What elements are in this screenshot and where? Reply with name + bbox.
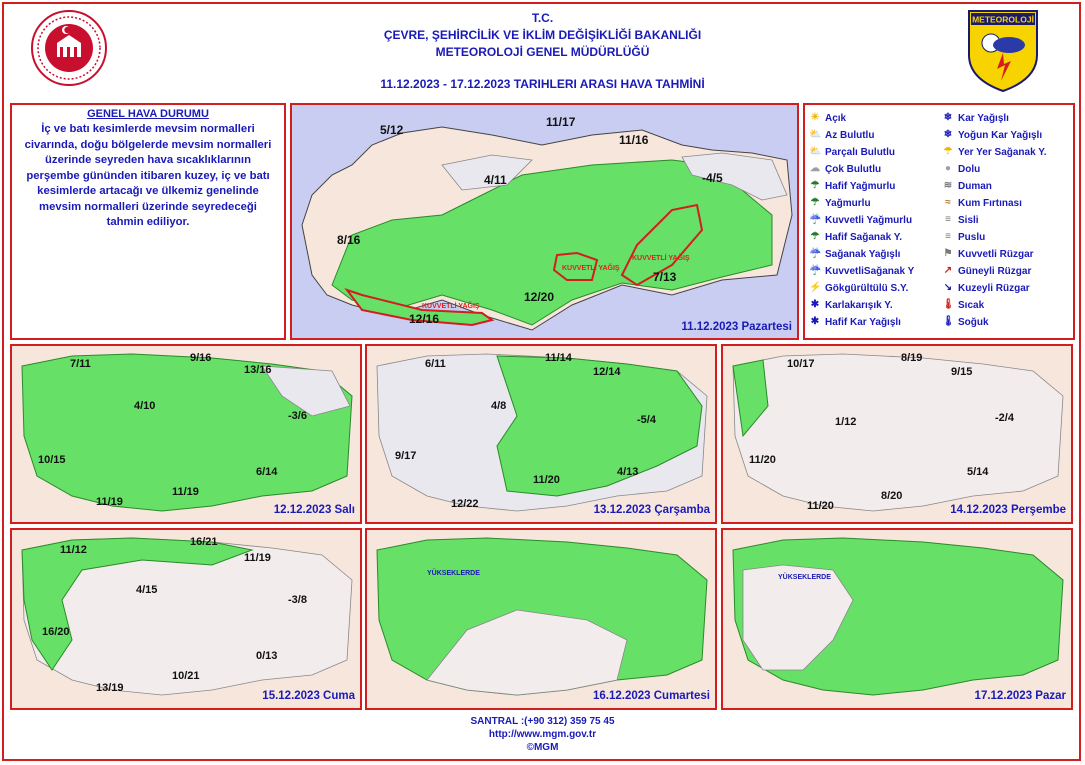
legend-item [809, 146, 895, 158]
legend-label: Dolu [958, 163, 981, 175]
light-snow-icon: ✱ [810, 316, 820, 327]
legend-item [942, 180, 992, 192]
temp-label: 5/12 [380, 123, 404, 137]
temp-label: 11/19 [172, 486, 199, 498]
legend-label: Duman [958, 180, 992, 192]
heavy-precip-note: KUVVETLİ YAĞIŞ [632, 255, 690, 262]
temp-label: 10/17 [787, 358, 815, 370]
legend-item [809, 129, 874, 141]
temp-label: 8/20 [881, 490, 903, 502]
header-tc: T.C. [531, 11, 554, 25]
temp-label: 4/11 [484, 173, 507, 187]
legend-label: Sağanak Yağışlı [825, 248, 901, 260]
temp-label: 9/15 [951, 366, 973, 378]
header-ministry: ÇEVRE, ŞEHİRCİLİK VE İKLİM DEĞİŞİKLİĞİ BAKANLIĞI [383, 28, 702, 42]
legend-label: Sıcak [958, 299, 985, 311]
partly-cloudy-icon: ⛅ [809, 146, 822, 157]
map-tuesday [10, 344, 362, 524]
temp-label: 4/13 [617, 466, 639, 478]
heavy-shower-icon: ☔ [809, 265, 822, 276]
legend-item [942, 265, 1031, 277]
temp-label: 13/16 [244, 364, 272, 376]
temp-label: 12/16 [409, 312, 440, 326]
emblem-text: METEOROLOJİ [972, 14, 1034, 25]
higher-elevations-note: YÜKSEKLERDE [427, 570, 480, 577]
legend-label: Az Bulutlu [825, 129, 875, 141]
footer-phone: SANTRAL :(+90 312) 359 75 45 [470, 716, 615, 727]
legend-item [809, 197, 871, 209]
general-weather-panel [10, 103, 286, 340]
snow-icon: ❄ [943, 112, 953, 123]
temp-label: 6/11 [425, 358, 446, 370]
sun-icon: ☀ [810, 112, 820, 123]
south-wind-icon: ↗ [943, 265, 953, 276]
legend-item [809, 112, 846, 124]
legend-label: Hafif Kar Yağışlı [825, 316, 901, 328]
temp-label: -4/5 [702, 171, 723, 185]
legend-label: Açık [825, 112, 847, 124]
legend-item [942, 248, 1034, 260]
rain-icon: ☂ [810, 197, 820, 208]
north-wind-icon: ↘ [943, 282, 953, 293]
legend-item [809, 214, 912, 226]
map-date: 11.12.2023 Pazartesi [681, 321, 792, 333]
temp-label: 5/14 [967, 466, 989, 478]
legend-label: Yoğun Kar Yağışlı [958, 129, 1043, 141]
temp-label: 16/21 [190, 536, 218, 548]
temp-label: 7/13 [653, 270, 677, 284]
legend-item [809, 282, 908, 294]
map-friday [10, 528, 362, 710]
temp-label: 1/12 [835, 416, 857, 428]
thunderstorm-icon: ⚡ [809, 282, 822, 293]
fog-icon: ≡ [945, 214, 951, 225]
temp-label: 12/14 [593, 366, 621, 378]
legend-item [942, 146, 1047, 158]
legend-label: Kuvvetli Rüzgar [958, 248, 1034, 260]
temp-label: 12/20 [524, 290, 555, 304]
hot-thermometer-icon: 🌡 [942, 299, 955, 310]
legend-label: Hafif Sağanak Y. [825, 231, 903, 243]
map-monday [290, 103, 799, 340]
legend-item [809, 265, 914, 277]
cloudy-icon: ☁ [810, 163, 820, 174]
heavy-snow-icon: ❄ [943, 129, 953, 140]
temp-label: 11/14 [545, 352, 572, 364]
legend-panel [803, 103, 1075, 340]
header-directorate: METEOROLOJİ GENEL MÜDÜRLÜĞÜ [435, 45, 650, 59]
legend-item [809, 299, 893, 311]
legend-label: Parçalı Bulutlu [825, 146, 896, 158]
legend-label: Gökgürültülü S.Y. [825, 282, 909, 294]
map-date: 16.12.2023 Cumartesi [593, 690, 710, 702]
temp-label: 13/19 [96, 682, 124, 694]
temp-label: 8/16 [337, 233, 361, 247]
sleet-icon: ✱ [810, 299, 820, 310]
legend-item [942, 231, 985, 243]
legend-label: Kuzeyli Rüzgar [958, 282, 1030, 294]
temp-label: 4/15 [136, 584, 158, 596]
map-date: 15.12.2023 Cuma [262, 690, 355, 702]
temp-label: -3/8 [288, 594, 307, 606]
map-date: 12.12.2023 Salı [273, 504, 355, 516]
legend-item [809, 180, 895, 192]
legend-item [809, 231, 902, 243]
legend-label: Puslu [958, 231, 986, 243]
temp-label: 11/17 [546, 115, 576, 129]
local-shower-icon: ☂ [943, 146, 953, 157]
legend-label: Kum Fırtınası [958, 197, 1022, 209]
temp-label: 11/20 [749, 454, 776, 466]
hail-icon: ● [944, 163, 952, 174]
temp-label: 12/22 [451, 498, 479, 510]
temp-label: 10/21 [172, 670, 200, 682]
legend-item [809, 248, 900, 260]
map-wednesday [365, 344, 717, 524]
heavy-precip-note: KUVVETLİ YAĞIŞ [422, 303, 480, 310]
sandstorm-icon: ≈ [945, 197, 951, 208]
legend-item [809, 163, 881, 175]
temp-label: 9/17 [395, 450, 417, 462]
legend-item [942, 112, 1009, 124]
legend-item [809, 316, 901, 328]
light-rain-icon: ☂ [810, 180, 820, 191]
footer-website-link[interactable]: http://www.mgm.gov.tr [488, 729, 597, 740]
legend-item [942, 299, 984, 311]
smoke-icon: ≋ [943, 180, 953, 191]
temp-label: 16/20 [42, 626, 70, 638]
mist-icon: ≡ [945, 231, 951, 242]
shower-icon: ☔ [809, 248, 822, 259]
legend-label: Sisli [958, 214, 979, 226]
map-date: 17.12.2023 Pazar [974, 690, 1066, 702]
heavy-precip-note: KUVVETLİ YAĞIŞ [562, 265, 620, 272]
legend-item [942, 129, 1042, 141]
legend-label: Kar Yağışlı [958, 112, 1009, 124]
legend-label: Yer Yer Sağanak Y. [958, 146, 1047, 158]
header-period: 11.12.2023 - 17.12.2023 TARIHLERI ARASI HAVA TAHMİNİ [380, 77, 705, 91]
map-date: 14.12.2023 Perşembe [950, 504, 1066, 516]
temp-label: 8/19 [901, 352, 923, 364]
general-weather-text: İç ve batı kesimlerde mevsim normalleri civarında, doğu bölgelerde mevsim normalleri üzerinde seyreden hava sıcaklıklarının perşembe gününden itibaren kuzey, iç ve batı kesimlerde artacağı ve ülkemiz genelinde mevsim normalleri üzerinde seyredeceği tahmin ediliyor. [24, 123, 272, 228]
temp-label: 4/10 [134, 400, 156, 412]
heavy-rain-icon: ☔ [809, 214, 822, 225]
map-saturday [365, 528, 717, 710]
legend-label: Güneyli Rüzgar [958, 265, 1032, 277]
legend-item [942, 316, 989, 328]
temp-label: 11/19 [244, 552, 271, 564]
legend-item [942, 163, 980, 175]
legend-label: Çok Bulutlu [825, 163, 882, 175]
general-weather-title: GENEL HAVA DURUMU [87, 108, 209, 120]
temp-label: 0/13 [256, 650, 278, 662]
footer-copyright: ©MGM [526, 742, 559, 753]
temp-label: 6/14 [256, 466, 278, 478]
sun-cloud-icon: ⛅ [809, 129, 822, 140]
temp-label: -5/4 [637, 414, 656, 426]
legend-label: Karlakarışık Y. [825, 299, 893, 311]
strong-wind-icon: ⚑ [943, 248, 953, 259]
legend-item [942, 214, 979, 226]
map-sunday [721, 528, 1073, 710]
legend-label: Yağmurlu [825, 197, 871, 209]
higher-elevations-note: YÜKSEKLERDE [778, 574, 831, 581]
temp-label: 7/11 [70, 358, 91, 370]
temp-label: 4/8 [491, 400, 507, 412]
temp-label: -2/4 [995, 412, 1014, 424]
temp-label: 9/16 [190, 352, 212, 364]
temp-label: 10/15 [38, 454, 66, 466]
legend-item [942, 282, 1030, 294]
legend-label: Kuvvetli Yağmurlu [825, 214, 913, 226]
map-thursday [721, 344, 1073, 524]
legend-label: Hafif Yağmurlu [825, 180, 896, 192]
map-date: 13.12.2023 Çarşamba [593, 504, 710, 516]
legend-label: Soğuk [958, 316, 989, 328]
temp-label: 11/12 [60, 544, 87, 556]
legend-item [942, 197, 1022, 209]
temp-label: 11/16 [619, 133, 649, 147]
temp-label: 11/20 [533, 474, 560, 486]
meteoroloji-emblem-icon [967, 9, 1039, 93]
light-shower-icon: ☂ [810, 231, 820, 242]
temp-label: 11/19 [96, 496, 123, 508]
temp-label: 11/20 [807, 500, 834, 512]
temp-label: -3/6 [288, 410, 307, 422]
legend-label: KuvvetliSağanak Y [825, 265, 915, 277]
cold-thermometer-icon: 🌡 [942, 316, 955, 327]
